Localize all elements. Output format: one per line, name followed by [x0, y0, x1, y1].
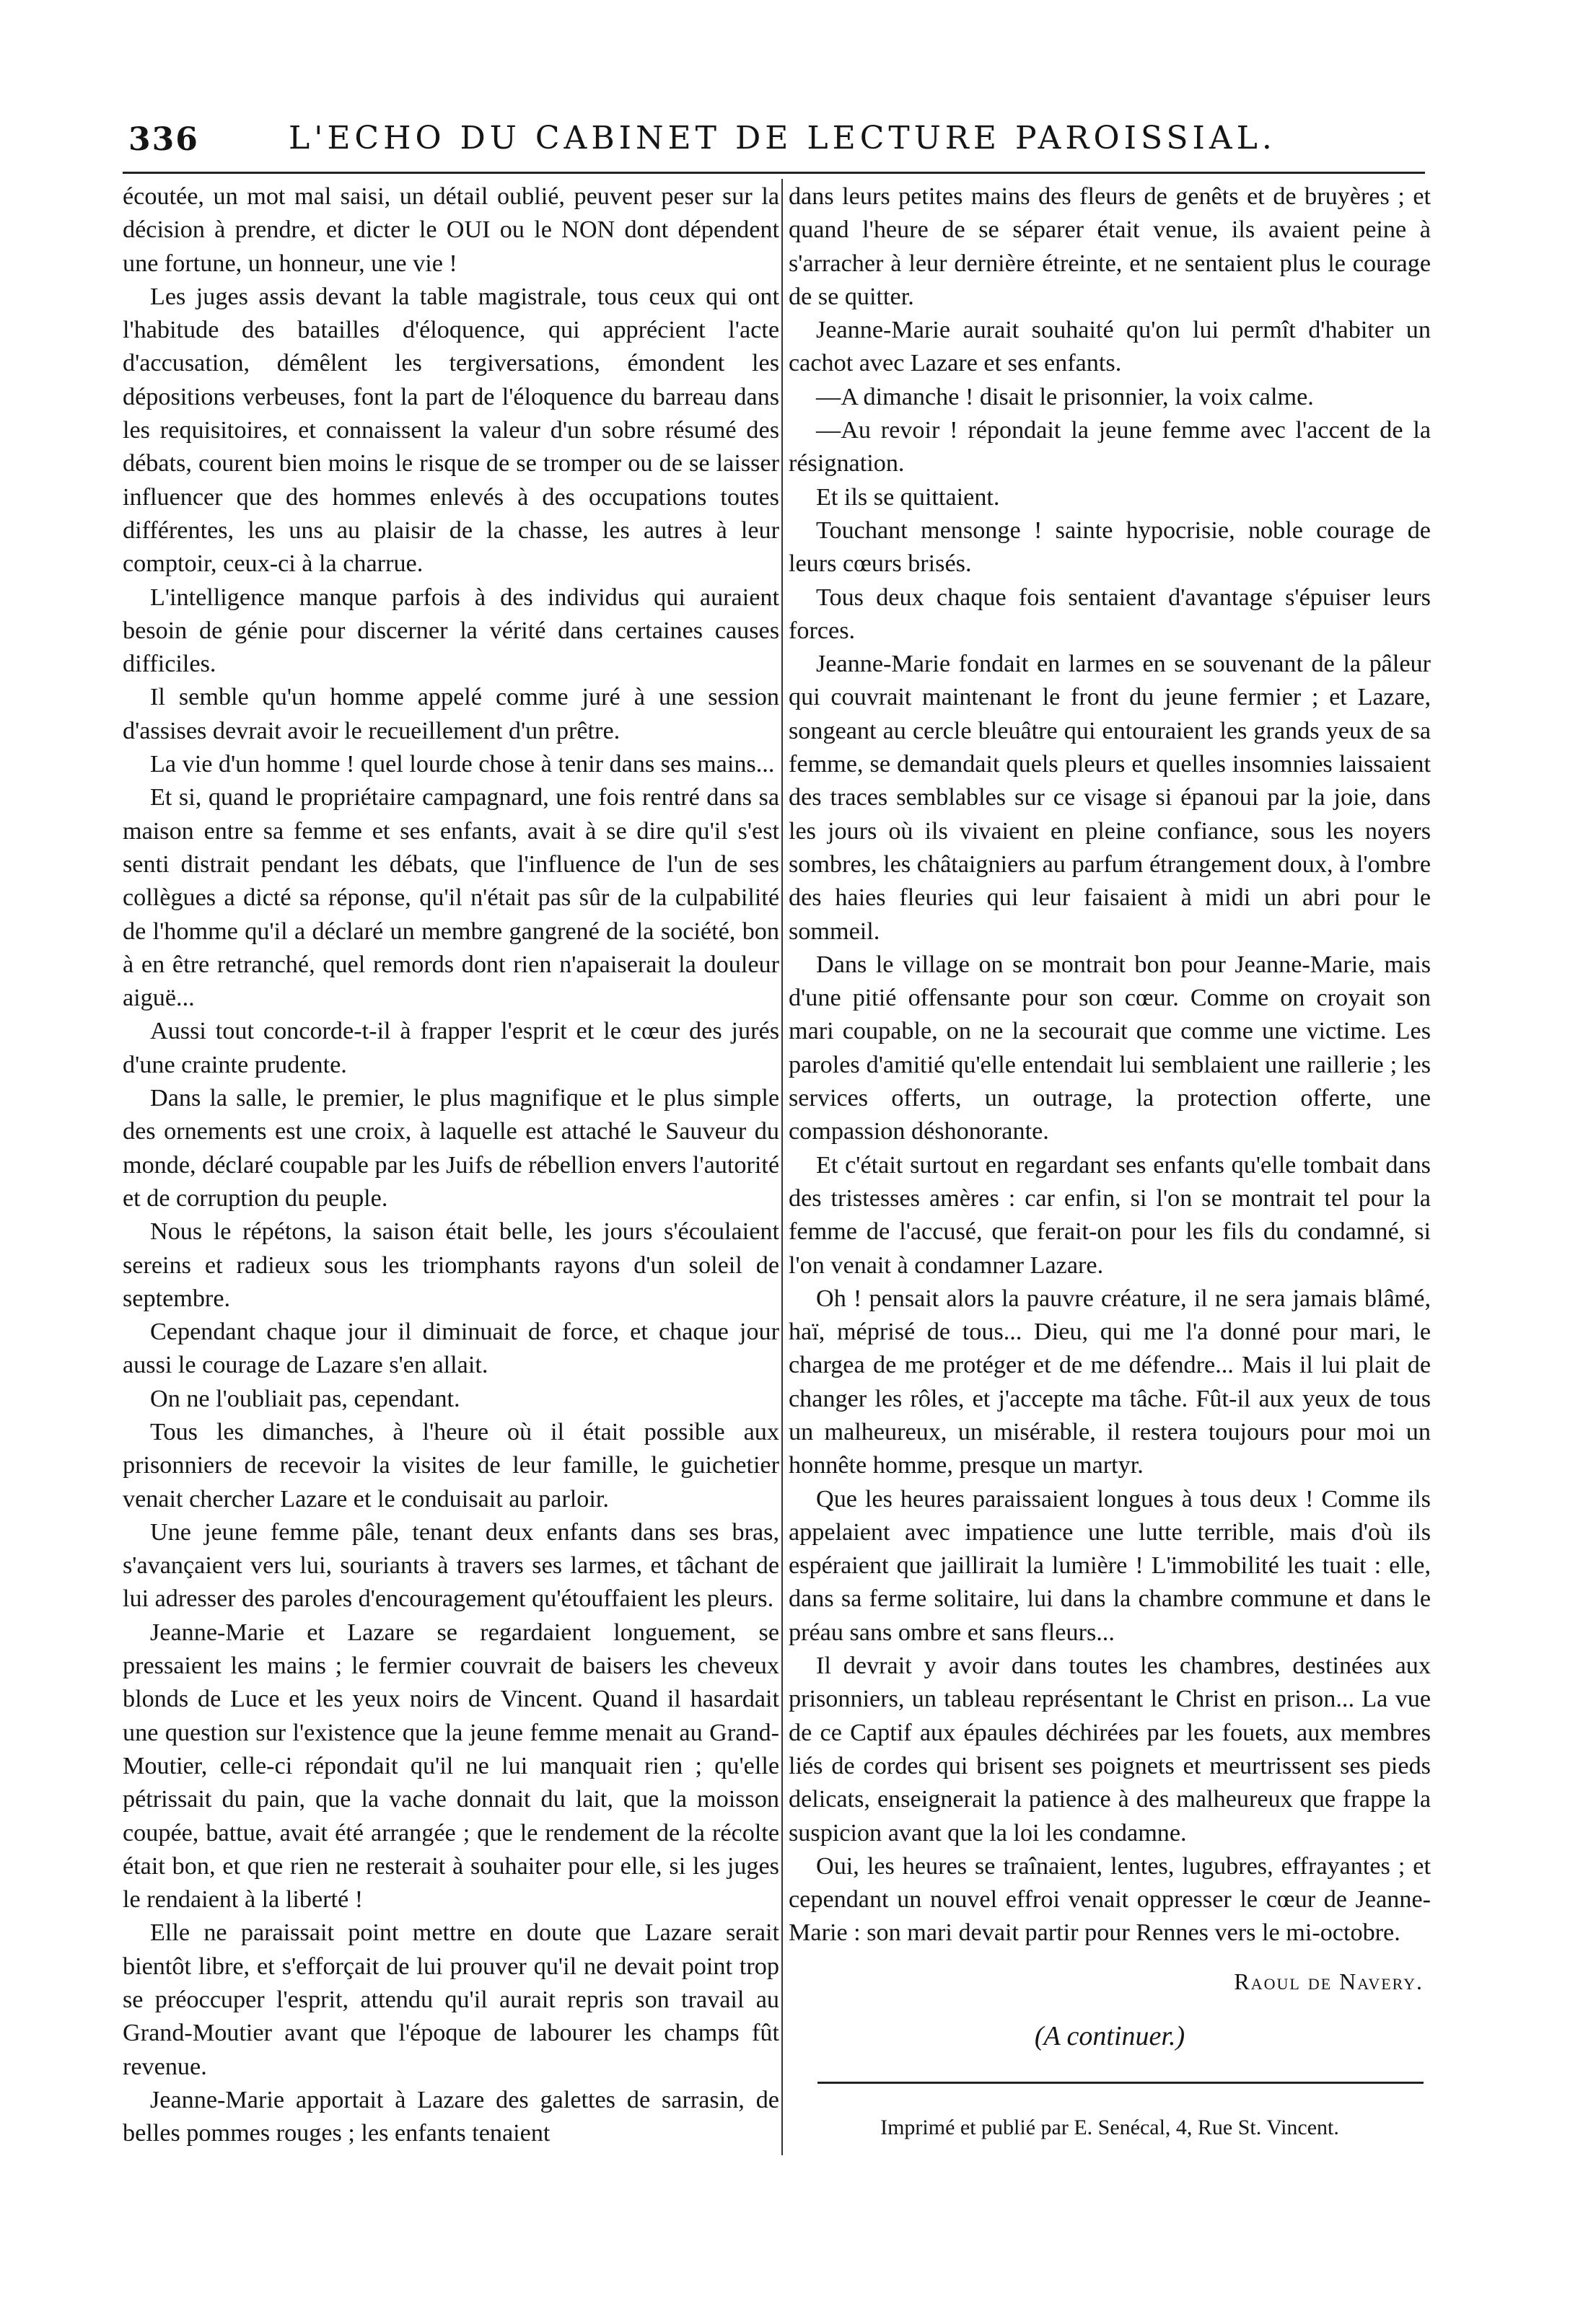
paragraph: On ne l'oubliait pas, cependant. [150, 1385, 460, 1412]
paragraph: Touchant mensonge ! sainte hypocrisie, noble courage de leurs cœurs brisés. [789, 516, 1431, 578]
paragraph: dans leurs petites mains des fleurs de genêts et de bruyères ; et quand l'heure de se séparer était venue, ils avaient peine à s'arracher à leur dernière étreinte, et ne sentaient plus le courage de se quitter. [789, 183, 1431, 310]
paragraph: Cependant chaque jour il diminuait de force, et chaque jour aussi le courage de Lazare s'en allait. [123, 1319, 779, 1379]
paragraph: Il devrait y avoir dans toutes les chambres, destinées aux prisonniers, un tableau représentant le Christ en prison... La vue de ce Captif aux épaules déchirées par les fouets, aux membres liés de cordes qui brisent ses poignets et meurtrissent ses pieds delicats, enseignerait la patience à des malheureux que frappe la suspicion avant que la loi les condamne. [789, 1652, 1431, 1847]
running-title: L'ECHO DU CABINET DE LECTURE PAROISSIAL. [289, 120, 1276, 157]
paragraph: —A dimanche ! disait le prisonnier, la voix calme. [816, 383, 1314, 410]
paragraph: écoutée, un mot mal saisi, un détail oublié, peuvent peser sur la décision à prendre, et dicter le OUI ou le NON dont dépendent une fortune, un honneur, une vie ! [123, 183, 779, 277]
paragraph: Que les heures paraissaient longues à tous deux ! Comme ils appelaient avec impatience une lutte terrible, mais d'où ils espéraient que jaillirait la lumière ! L'immobilité les tuait : elle, dans sa ferme solitaire, lui dans la chambre commune et dans le préau sans ombre et sans fleurs... [789, 1485, 1431, 1646]
header-rule [123, 172, 1425, 174]
author-signature: Raoul de Navery. [1234, 1968, 1424, 1994]
left-column [123, 180, 779, 2151]
paragraph: Jeanne-Marie aurait souhaité qu'on lui permît d'habiter un cachot avec Lazare et ses enfants. [789, 317, 1431, 377]
paragraph: Et si, quand le propriétaire campagnard, une fois rentré dans sa maison entre sa femme et ses enfants, avait à se dire qu'il s'est senti distrait pendant les débats, que l'influence de l'un de ses collègues a dicté sa réponse, qu'il n'était pas sûr de la culpabilité de l'homme qu'il a déclaré un membre gangrené de la société, bon à en être retranché, quel remords dont rien n'apaiserait la douleur aiguë... [123, 784, 779, 1012]
right-column [789, 180, 1431, 2145]
paragraph: Les juges assis devant la table magistrale, tous ceux qui ont l'habitude des batailles d'éloquence, qui apprécient l'acte d'accusation, démêlent les tergiversations, émondent les dépositions verbeuses, font la part de l'éloquence du barreau dans les requisitoires, et connaissent la valeur d'un sobre résumé des débats, courent bien moins le risque de se tromper ou de se laisser influencer que des hommes enlevés à des occupations toutes différentes, les uns au plaisir de la chasse, les autres à leur comptoir, ceux-ci à la charrue. [123, 283, 779, 578]
imprint-rule [817, 2082, 1424, 2084]
paragraph: Aussi tout concorde-t-il à frapper l'esprit et le cœur des jurés d'une crainte prudente. [123, 1018, 779, 1078]
imprint-line: Imprimé et publié par E. Senécal, 4, Rue St. Vincent. [880, 2116, 1339, 2140]
paragraph: Et ils se quittaient. [816, 483, 1000, 511]
column-rule [781, 179, 783, 2155]
page-number: 336 [128, 121, 199, 158]
paragraph: Oui, les heures se traînaient, lentes, lugubres, effrayantes ; et cependant un nouvel effroi venait oppresser le cœur de Jeanne-Marie : son mari devait partir pour Rennes vers le mi-octobre. [789, 1852, 1431, 1947]
paragraph: Tous deux chaque fois sentaient d'avantage s'épuiser leurs forces. [789, 584, 1431, 644]
paragraph: L'intelligence manque parfois à des individus qui auraient besoin de génie pour discerner la vérité dans certaines causes difficiles. [123, 584, 779, 678]
paragraph: Il semble qu'un homme appelé comme juré à une session d'assises devrait avoir le recueillement d'un prêtre. [123, 684, 779, 744]
paragraph: Et c'était surtout en regardant ses enfants qu'elle tombait dans des tristesses amères : car enfin, si l'on se montrait tel pour la femme de l'accusé, que ferait-on pour les fils du condamné, si l'on venait à condamner Lazare. [789, 1151, 1431, 1279]
paragraph: Dans le village on se montrait bon pour Jeanne-Marie, mais d'une pitié offensante pour son cœur. Comme on croyait son mari coupable, on ne la secourait que comme une victime. Les paroles d'amitié qu'elle entendait lui semblaient une raillerie ; les services offerts, un outrage, la protection offerte, une compassion déshonorante. [789, 951, 1431, 1145]
paragraph: Elle ne paraissait point mettre en doute que Lazare serait bientôt libre, et s'efforçait de lui prouver qu'il ne devait point trop se préoccuper l'esprit, attendu qu'il aurait repris son travail au Grand-Moutier avant que l'époque de labourer les champs fût revenue. [123, 1919, 779, 2080]
paragraph: Jeanne-Marie et Lazare se regardaient longuement, se pressaient les mains ; le fermier couvrait de baisers les cheveux blonds de Luce et les yeux noirs de Vincent. Quand il hasardait une question sur l'existence que la jeune femme menait au Grand-Moutier, celle-ci répondait qu'il ne lui manquait rien ; qu'elle pétrissait du pain, que la vache donnait du lait, que la moisson coupée, battue, avait été arrangée ; que le rendement de la récolte était bon, et que rien ne resterait à souhaiter pour elle, si les juges le rendaient à la liberté ! [123, 1619, 779, 1914]
to-be-continued: (A continuer.) [1034, 2021, 1185, 2052]
paragraph: Une jeune femme pâle, tenant deux enfants dans ses bras, s'avançaient vers lui, souriants à travers ses larmes, et tâchant de lui adresser des paroles d'encouragement qu'étouffaient les pleurs. [123, 1518, 779, 1613]
paragraph: Jeanne-Marie fondait en larmes en se souvenant de la pâleur qui couvrait maintenant le front du jeune fermier ; et Lazare, songeant au cercle bleuâtre qui entouraient les grands yeux de sa femme, se demandait quels pleurs et quelles insomnies laissaient des traces semblables sur ce visage si épanoui par la joie, dans les jours où ils vivaient en pleine confiance, sous les noyers sombres, les châtaigniers au parfum étrangement doux, à l'ombre des haies fleuries qui leur faisaient à midi un abri pour le sommeil. [789, 651, 1431, 945]
paragraph: —Au revoir ! répondait la jeune femme avec l'accent de la résignation. [789, 417, 1431, 477]
paragraph: La vie d'un homme ! quel lourde chose à tenir dans ses mains... [150, 751, 775, 778]
paragraph: Dans la salle, le premier, le plus magnifique et le plus simple des ornements est une croix, à laquelle est attaché le Sauveur du monde, déclaré coupable par les Juifs de rébellion envers l'autorité et de corruption du peuple. [123, 1085, 779, 1212]
paragraph: Oh ! pensait alors la pauvre créature, il ne sera jamais blâmé, haï, méprisé de tous... Dieu, qui me l'a donné pour mari, le chargea de me protéger et de me défendre... Mais il lui plait de changer les rôles, et j'accepte ma tâche. Fût-il aux yeux de tous un malheureux, un misérable, il restera toujours pour moi un honnête homme, presque un martyr. [789, 1285, 1431, 1479]
paragraph: Jeanne-Marie apportait à Lazare des galettes de sarrasin, de belles pommes rouges ; les enfants tenaient [123, 2086, 779, 2147]
paragraph: Tous les dimanches, à l'heure où il était possible aux prisonniers de recevoir la visites de leur famille, le guichetier venait chercher Lazare et le conduisait au parloir. [123, 1418, 779, 1513]
paragraph: Nous le répétons, la saison était belle, les jours s'écoulaient sereins et radieux sous les triomphants rayons d'un soleil de septembre. [123, 1218, 779, 1312]
